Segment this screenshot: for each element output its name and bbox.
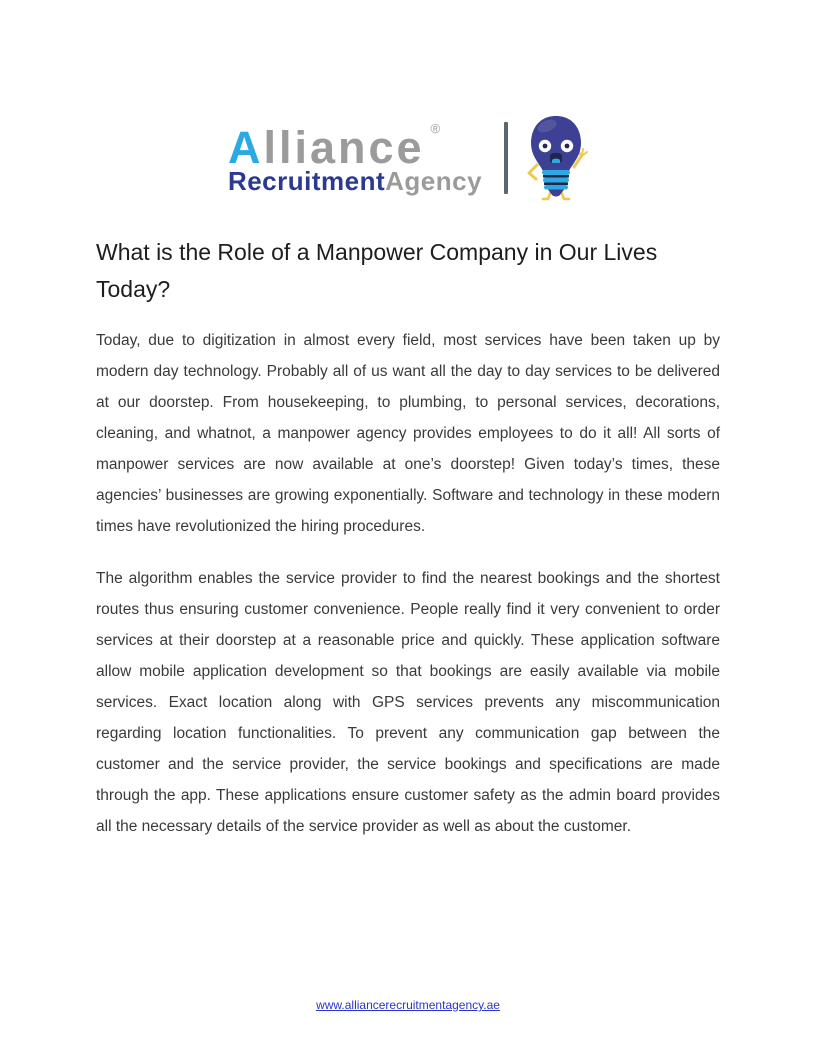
logo-agency-text: Agency [385,166,483,196]
paragraph-intro: Today, due to digitization in almost every field, most services have been taken up by modern day technology. Probably all of us want all the day to day services to be delivered at our doorstep. From housekeeping, to plumbing, to personal services, decorations, cleaning, and whatnot, a manpower agency provides employees to do it all! All sorts of manpower services are now available at one’s doorstep! Given today’s times, these agencies’ businesses are growing exponentially. Software and technology in these modern times have revolutionized the hiring procedures. [96,332,720,535]
article-body [0,234,816,842]
logo-wordmark [228,122,482,194]
lightbulb-mascot-icon [524,115,588,201]
registered-trademark-icon: ® [430,121,441,136]
paragraph-algorithm: The algorithm enables the service provider to find the nearest bookings and the shortest routes thus ensuring customer convenience. People really find it very convenient to order services at their doorstep at a reasonable price and quickly. These application software allow mobile application development so that bookings are easily available via mobile services. Exact location along with GPS services prevents any miscommunication regarding location functionalities. To prevent any communication gap between the customer and the service provider, the service bookings and specifications are made through the app. These applications ensure customer safety as the admin board provides all the necessary details of the service provider as well as about the customer. [96,570,720,835]
logo-divider [504,122,508,194]
website-link[interactable]: www.alliancerecruitmentagency.ae [316,998,500,1012]
logo-recruitment-text: Recruitment [227,166,386,196]
logo-line-alliance [227,121,482,173]
company-logo [0,0,816,200]
logo-line-recruitment-agency [228,168,482,194]
page-title: What is the Role of a Manpower Company in Our Lives Today? [96,239,658,302]
logo-alliance-first-letter: A [227,122,264,173]
logo-alliance-rest: lliance [263,122,425,173]
page-footer [0,996,816,1014]
